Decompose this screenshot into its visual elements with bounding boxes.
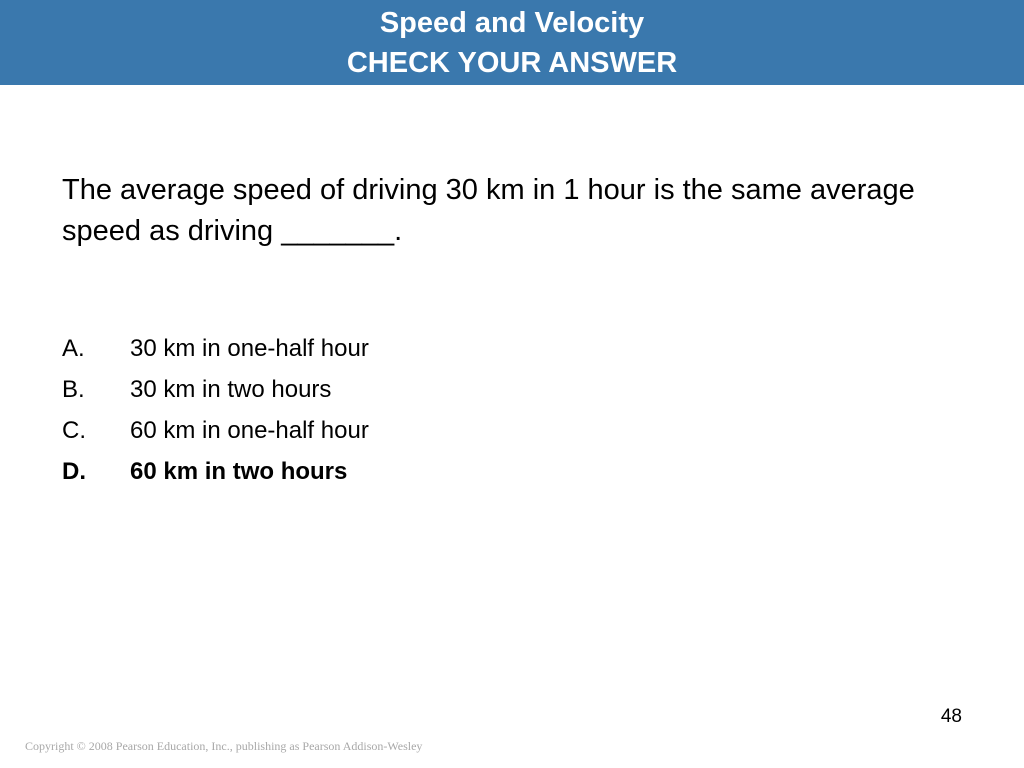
option-letter: D. — [62, 458, 86, 485]
option-letter: A. — [62, 335, 85, 362]
slide-subtitle: CHECK YOUR ANSWER — [346, 47, 678, 79]
question-text: The average speed of driving 30 km in 1 hour is the same average speed as driving _______. — [62, 174, 915, 247]
answer-options — [62, 330, 762, 494]
option-letter: C. — [62, 417, 86, 444]
copyright-notice: Copyright © 2008 Pearson Education, Inc., publishing as Pearson Addison-Wesley — [25, 739, 423, 753]
option-b — [62, 371, 762, 412]
option-a — [62, 330, 762, 371]
option-c — [62, 412, 762, 453]
option-text: 60 km in two hours — [130, 458, 348, 485]
option-d-correct-answer — [62, 453, 762, 494]
option-text: 30 km in two hours — [130, 376, 332, 403]
slide-title: Speed and Velocity — [379, 7, 645, 39]
option-text: 30 km in one-half hour — [130, 335, 369, 362]
page-number: 48 — [940, 706, 962, 727]
title-banner — [0, 0, 1024, 85]
option-text: 60 km in one-half hour — [130, 417, 369, 444]
option-letter: B. — [62, 376, 85, 403]
